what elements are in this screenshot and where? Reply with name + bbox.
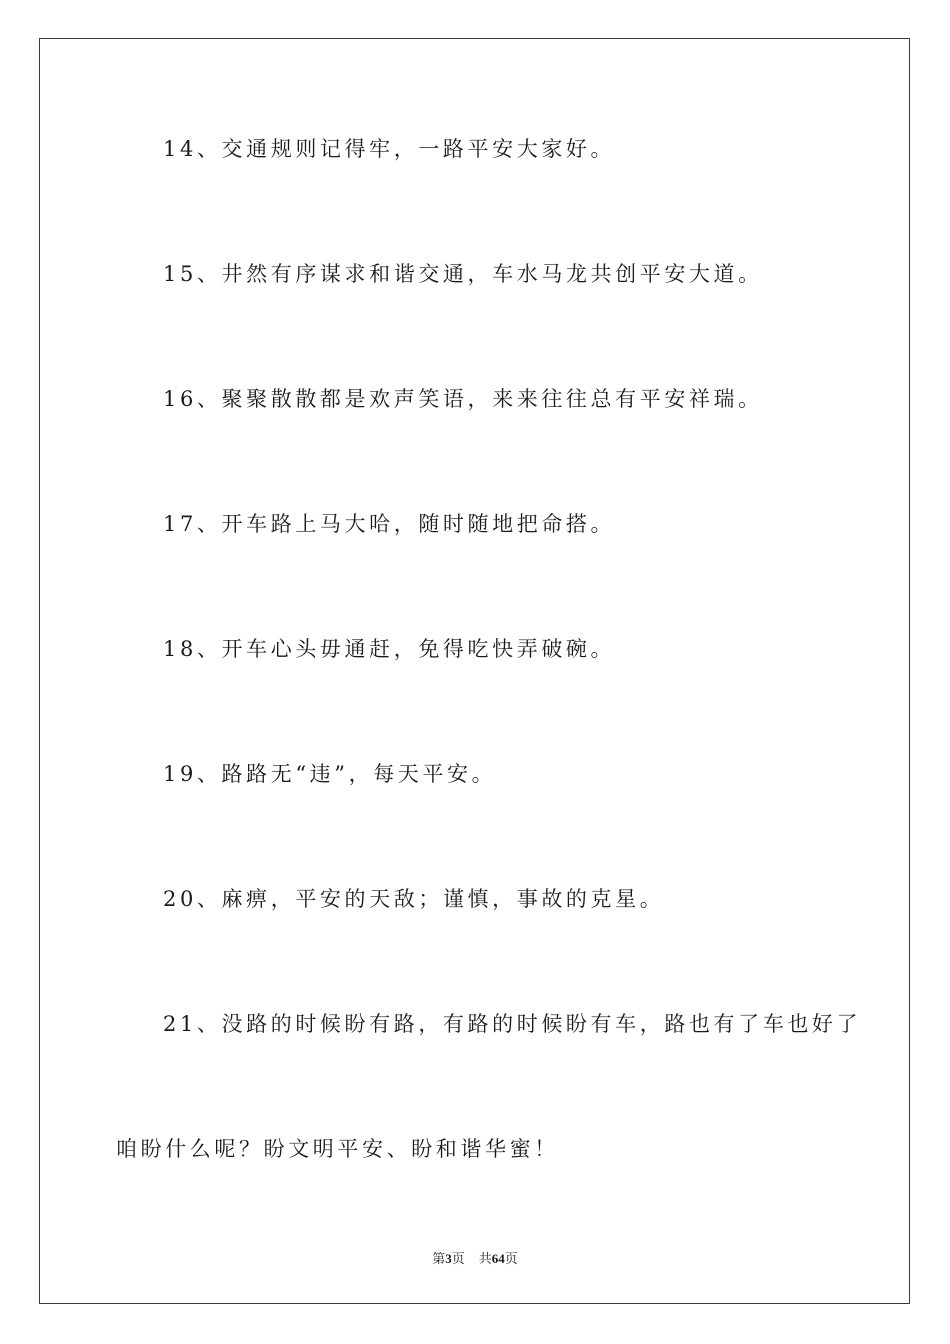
paragraph-15: 15、井然有序谋求和谐交通，车水马龙共创平安大道。 — [163, 262, 763, 286]
paragraph-21: 21、没路的时候盼有路，有路的时候盼有车，路也有了车也好了 — [163, 1012, 862, 1036]
page-border — [39, 38, 910, 1304]
page-label-prefix: 第 — [432, 1251, 446, 1266]
paragraph-18: 18、开车心头毋通赶，免得吃快弄破碗。 — [163, 637, 616, 661]
total-label-prefix: 共 — [478, 1251, 492, 1266]
paragraph-19: 19、路路无“违”，每天平安。 — [163, 762, 497, 786]
page-number: 3 — [445, 1251, 452, 1266]
paragraph-17: 17、开车路上马大哈，随时随地把命搭。 — [163, 512, 616, 536]
page-footer — [0, 1248, 950, 1267]
paragraph-14: 14、交通规则记得牢，一路平安大家好。 — [163, 137, 616, 161]
paragraph-20: 20、麻痹，平安的天敌；谨慎，事故的克星。 — [163, 887, 665, 911]
total-label-suffix: 页 — [504, 1251, 518, 1266]
paragraph-21-continuation: 咱盼什么呢？盼文明平安、盼和谐华蜜！ — [116, 1137, 559, 1161]
paragraph-16: 16、聚聚散散都是欢声笑语，来来往往总有平安祥瑞。 — [163, 387, 763, 411]
page-label-suffix: 页 — [451, 1251, 465, 1266]
total-pages: 64 — [491, 1251, 505, 1266]
